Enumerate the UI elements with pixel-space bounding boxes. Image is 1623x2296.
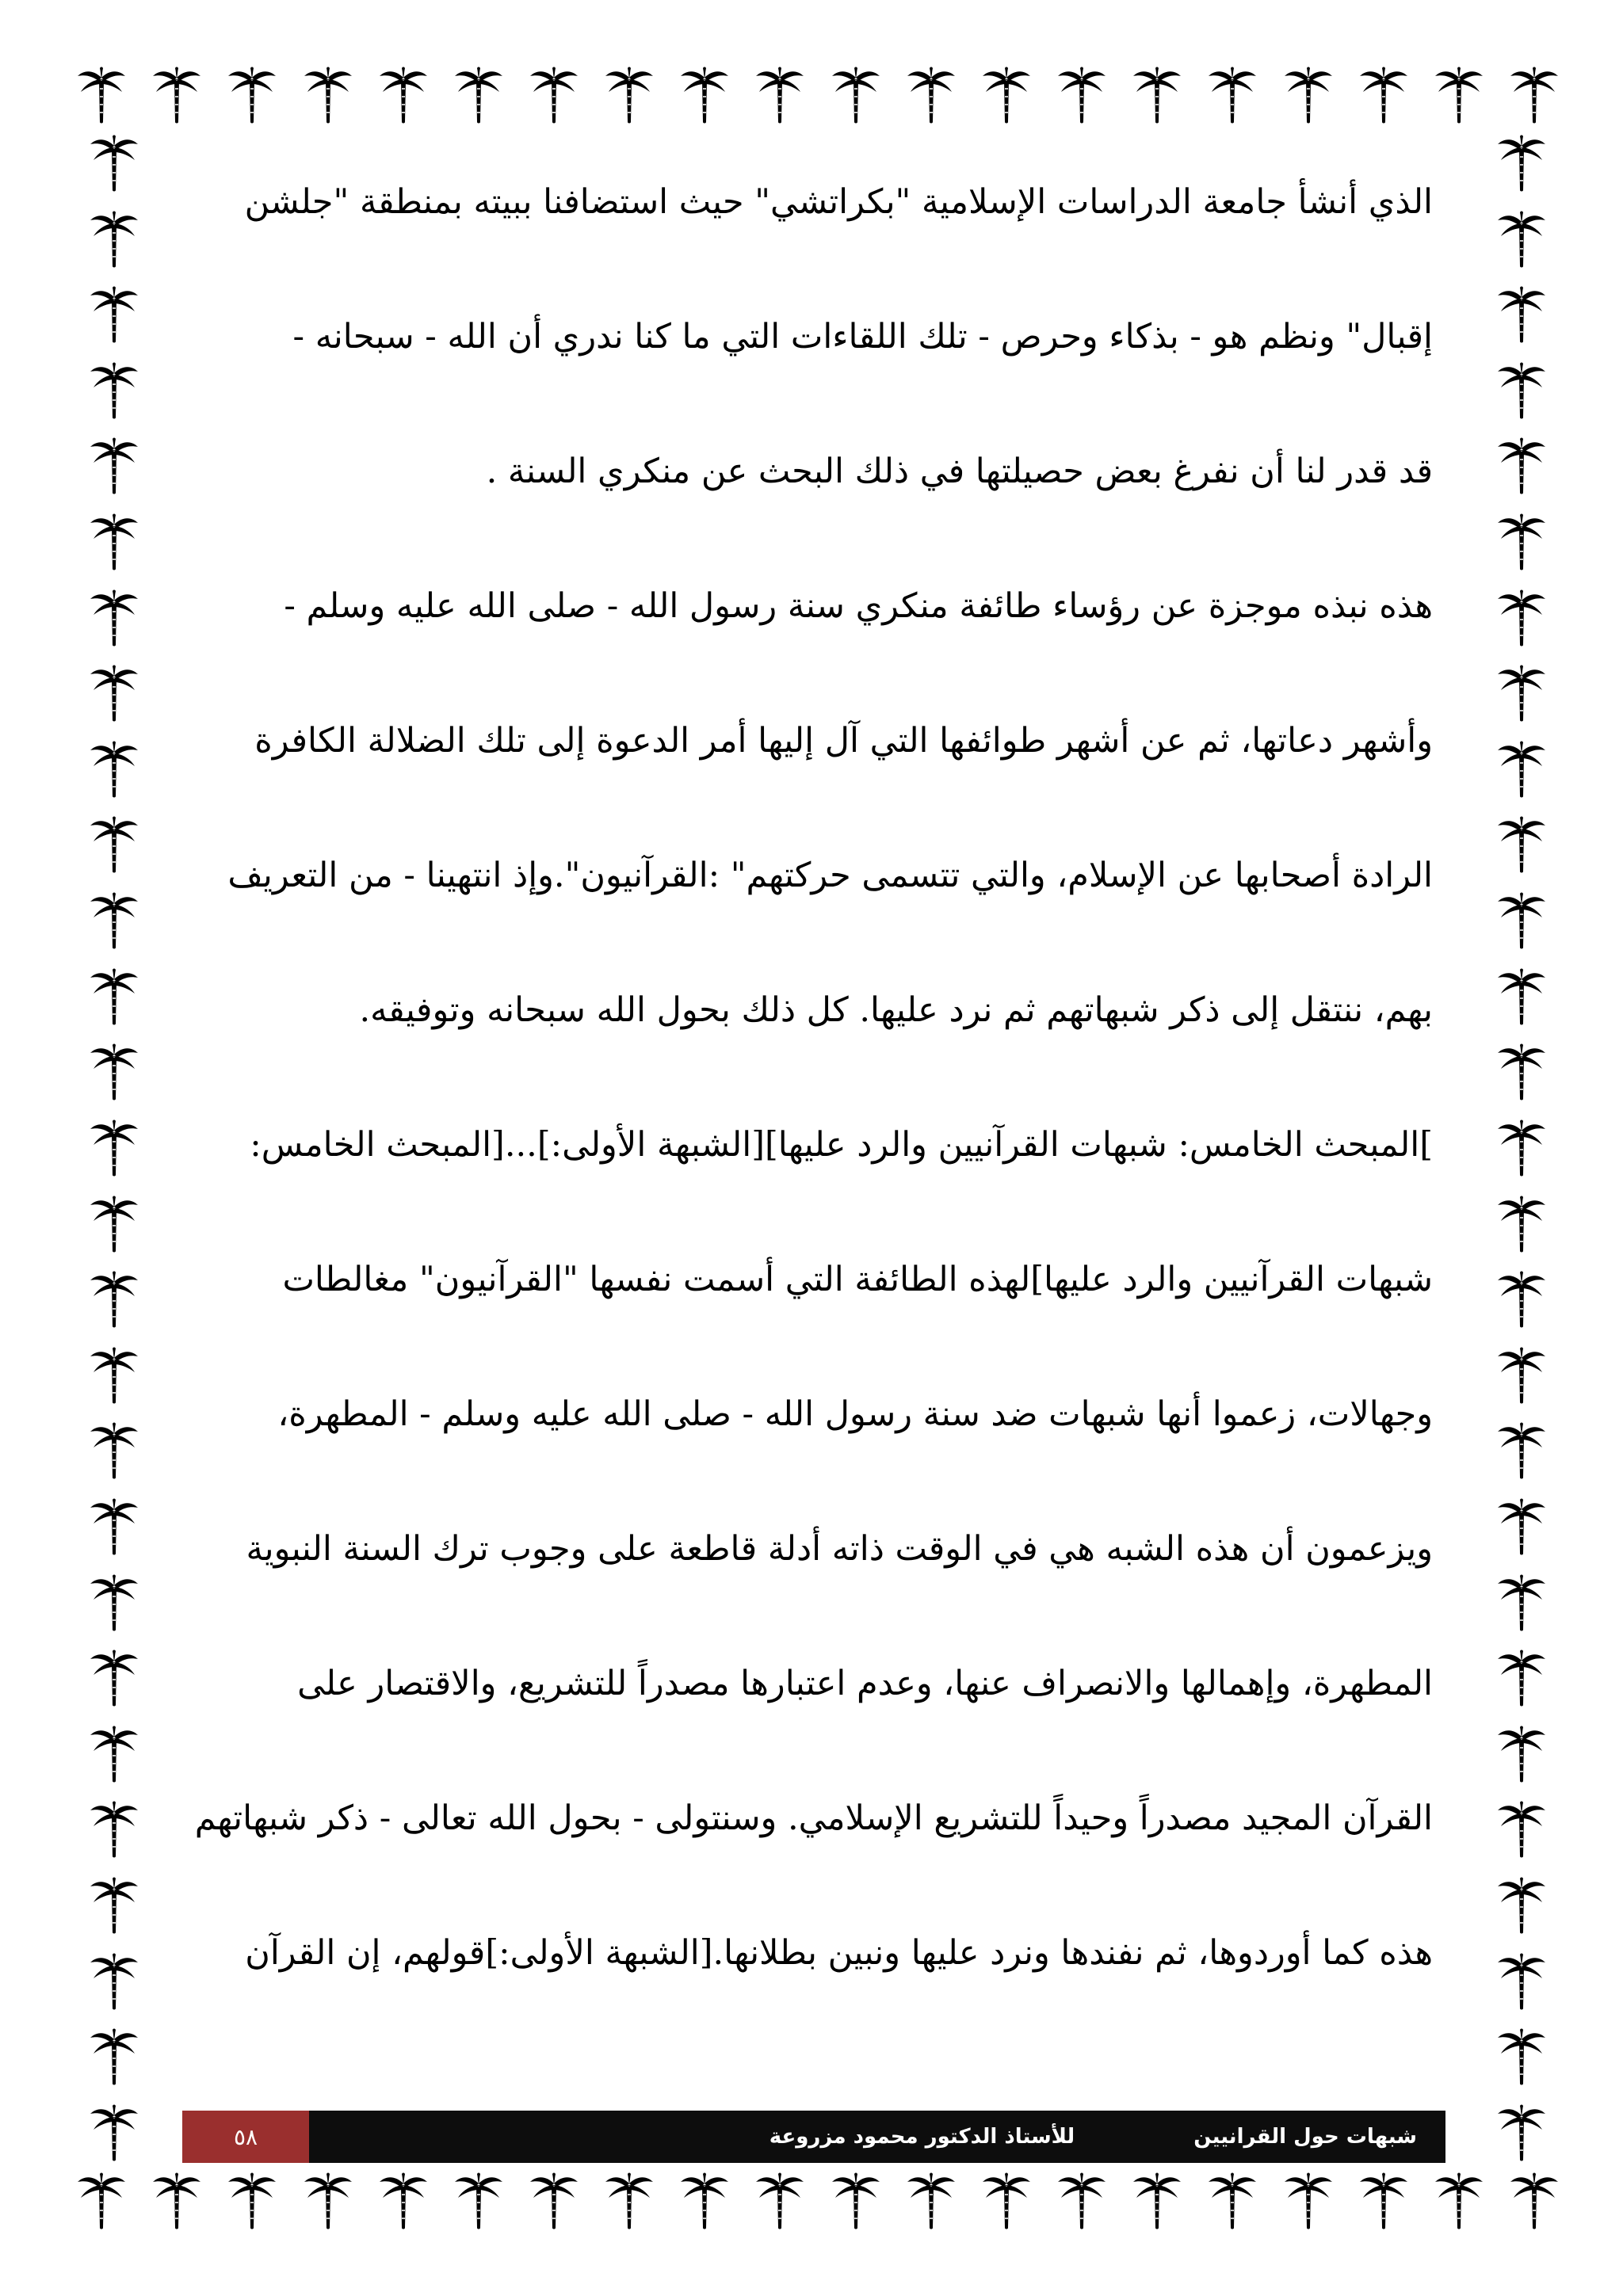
palm-tree-icon (1496, 1724, 1547, 1784)
text-line: وأشهر دعاتها، ثم عن أشهر طوائفها التي آل إليها أمر الدعوة إلى تلك الضلالة الكافرة (254, 721, 1433, 761)
palm-tree-icon (1496, 284, 1547, 345)
palm-tree-icon (227, 2171, 277, 2231)
palm-tree-icon (1496, 1269, 1547, 1329)
text-line: شبهات القرآنيين والرد عليها]لهذه الطائفة التي أسمت نفسها "القرآنيون" مغالطات (282, 1260, 1433, 1299)
text-line: ويزعمون أن هذه الشبه هي في الوقت ذاته أدلة قاطعة على وجوب ترك السنة النبوية (246, 1529, 1433, 1569)
palm-tree-icon (604, 65, 655, 125)
palm-tree-icon (1496, 1042, 1547, 1102)
palm-tree-icon (1496, 588, 1547, 648)
palm-tree-icon (1434, 2171, 1484, 2231)
palm-tree-icon (1496, 133, 1547, 193)
palm-tree-icon (453, 2171, 504, 2231)
text-line: الرادة أصحابها عن الإسلام، والتي تتسمى حركتهم" :القرآنيون".وإذ انتهينا - من التعريف (227, 856, 1433, 895)
palm-tree-icon (89, 1573, 139, 1633)
right-border (1484, 133, 1560, 2163)
body-text (187, 182, 1433, 1973)
text-line: وجهالات، زعموا أنها شبهات ضد سنة رسول الله - صلى الله عليه وسلم - المطهرة، (277, 1394, 1433, 1434)
palm-tree-icon (76, 2171, 127, 2231)
palm-tree-icon (529, 2171, 579, 2231)
palm-tree-icon (89, 1799, 139, 1859)
text-line: المطهرة، وإهمالها والانصراف عنها، وعدم اعتبارها مصدراً للتشريع، والاقتصار على (297, 1664, 1433, 1703)
palm-tree-icon (89, 1421, 139, 1481)
palm-tree-icon (906, 2171, 957, 2231)
palm-tree-icon (754, 2171, 805, 2231)
palm-tree-icon (89, 814, 139, 875)
palm-tree-icon (89, 512, 139, 572)
palm-tree-icon (89, 891, 139, 951)
palm-tree-icon (1358, 2171, 1409, 2231)
palm-tree-icon (89, 1724, 139, 1784)
text-line: إقبال" ونظم هو - بذكاء وحرص - تلك اللقاءات التي ما كنا ندري أن الله - سبحانه - (292, 317, 1433, 357)
palm-tree-icon (1132, 2171, 1182, 2231)
palm-tree-icon (378, 65, 429, 125)
palm-tree-icon (89, 284, 139, 345)
palm-tree-icon (89, 1875, 139, 1936)
palm-tree-icon (981, 2171, 1032, 2231)
palm-tree-icon (89, 133, 139, 193)
palm-tree-icon (1496, 360, 1547, 421)
palm-tree-icon (1496, 1345, 1547, 1405)
palm-tree-icon (1509, 2171, 1560, 2231)
left-border (76, 133, 152, 2163)
text-line: قد قدر لنا أن نفرغ بعض حصيلتها في ذلك البحث عن منكري السنة . (486, 452, 1433, 491)
text-line: هذه كما أوردوها، ثم نفندها ونرد عليها ونبين بطلانها.[الشبهة الأولى:]قولهم، إن القرآن (245, 1933, 1433, 1973)
palm-tree-icon (1496, 1421, 1547, 1481)
palm-tree-icon (89, 1042, 139, 1102)
palm-tree-icon (1283, 65, 1334, 125)
bottom-border (76, 2163, 1560, 2239)
palm-tree-icon (89, 1648, 139, 1708)
palm-tree-icon (1358, 65, 1409, 125)
palm-tree-icon (1434, 65, 1484, 125)
page-footer (182, 2111, 1445, 2163)
palm-tree-icon (906, 65, 957, 125)
palm-tree-icon (303, 2171, 353, 2231)
palm-tree-icon (1496, 1497, 1547, 1557)
palm-tree-icon (1496, 1648, 1547, 1708)
palm-tree-icon (89, 588, 139, 648)
palm-tree-icon (151, 65, 202, 125)
palm-tree-icon (1056, 2171, 1107, 2231)
palm-tree-icon (1496, 1875, 1547, 1936)
palm-tree-icon (89, 436, 139, 496)
palm-tree-icon (754, 65, 805, 125)
palm-tree-icon (679, 65, 730, 125)
palm-tree-icon (1496, 891, 1547, 951)
palm-tree-icon (227, 65, 277, 125)
palm-tree-icon (1496, 1799, 1547, 1859)
palm-tree-icon (1496, 1194, 1547, 1254)
palm-tree-icon (89, 2103, 139, 2163)
palm-tree-icon (89, 1118, 139, 1178)
palm-tree-icon (89, 967, 139, 1027)
palm-tree-icon (453, 65, 504, 125)
text-line: ]المبحث الخامس: شبهات القرآنيين والرد عليها][الشبهة الأولى:]...[المبحث الخامس: (250, 1125, 1433, 1165)
palm-tree-icon (1496, 1573, 1547, 1633)
palm-tree-icon (1496, 1951, 1547, 2012)
author-name: للأستاذ الدكتور محمود مزروعة (769, 2125, 1075, 2149)
palm-tree-icon (1207, 65, 1258, 125)
palm-tree-icon (679, 2171, 730, 2231)
palm-tree-icon (1496, 1118, 1547, 1178)
palm-tree-icon (981, 65, 1032, 125)
palm-tree-icon (1496, 209, 1547, 269)
palm-tree-icon (831, 2171, 881, 2231)
palm-tree-icon (1509, 65, 1560, 125)
palm-tree-icon (89, 1269, 139, 1329)
palm-tree-icon (89, 360, 139, 421)
palm-tree-icon (831, 65, 881, 125)
book-title: شبهات حول القرانيين (1193, 2125, 1417, 2149)
palm-tree-icon (1496, 512, 1547, 572)
text-line: القرآن المجيد مصدراً وحيداً للتشريع الإسلامي. وسنتولى - بحول الله تعالى - ذكر شبهاتهم (194, 1798, 1433, 1838)
palm-tree-icon (1207, 2171, 1258, 2231)
text-line: الذي أنشأ جامعة الدراسات الإسلامية "بكراتشي" حيث استضافنا ببيته بمنطقة "جلشن (244, 182, 1433, 222)
palm-tree-icon (378, 2171, 429, 2231)
palm-tree-icon (76, 65, 127, 125)
palm-tree-icon (89, 663, 139, 723)
palm-tree-icon (1496, 967, 1547, 1027)
palm-tree-icon (1132, 65, 1182, 125)
top-border (76, 57, 1560, 133)
palm-tree-icon (1496, 2027, 1547, 2087)
palm-tree-icon (604, 2171, 655, 2231)
palm-tree-icon (151, 2171, 202, 2231)
palm-tree-icon (1496, 739, 1547, 799)
palm-tree-icon (1056, 65, 1107, 125)
palm-tree-icon (89, 739, 139, 799)
palm-tree-icon (89, 1194, 139, 1254)
palm-tree-icon (89, 209, 139, 269)
palm-tree-icon (1496, 814, 1547, 875)
palm-tree-icon (1496, 663, 1547, 723)
page-number: ٥٨ (182, 2111, 309, 2163)
palm-tree-icon (89, 2027, 139, 2087)
text-line: هذه نبذه موجزة عن رؤساء طائفة منكري سنة رسول الله - صلى الله عليه وسلم - (284, 586, 1433, 626)
palm-tree-icon (89, 1345, 139, 1405)
palm-tree-icon (529, 65, 579, 125)
palm-tree-icon (1496, 2103, 1547, 2163)
palm-tree-icon (1283, 2171, 1334, 2231)
text-line: بهم، ننتقل إلى ذكر شبهاتهم ثم نرد عليها. كل ذلك بحول الله سبحانه وتوفيقه. (359, 990, 1433, 1030)
palm-tree-icon (1496, 436, 1547, 496)
footer-bar (309, 2111, 1445, 2163)
palm-tree-icon (89, 1951, 139, 2012)
palm-tree-icon (89, 1497, 139, 1557)
palm-tree-icon (303, 65, 353, 125)
